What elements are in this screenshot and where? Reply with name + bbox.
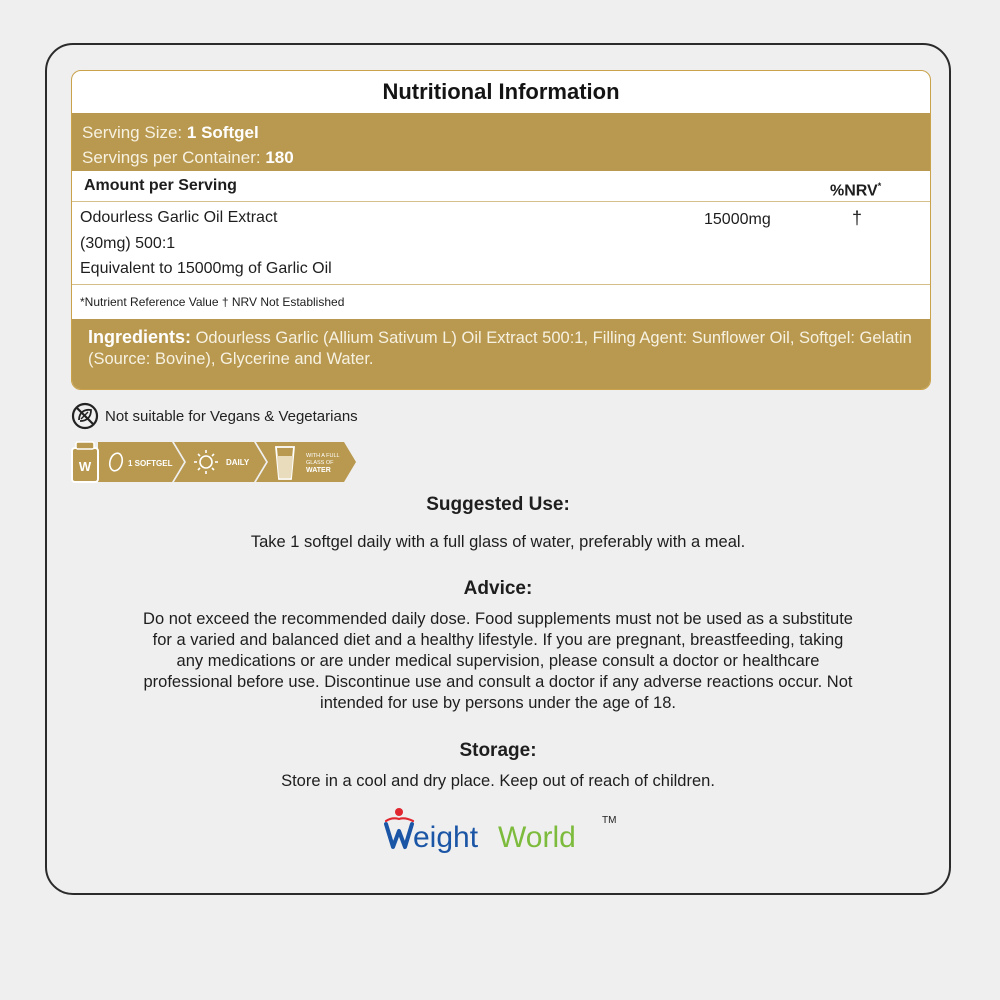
nrv-header: %NRV* [830, 181, 882, 200]
banner-step-daily: DAILY [226, 458, 250, 467]
nutrition-panel [71, 70, 931, 390]
nutrient-nrv: † [852, 208, 863, 228]
storage-heading: Storage: [459, 740, 537, 761]
vegan-note: Not suitable for Vegans & Vegetarians [105, 407, 358, 425]
suggested-use-heading: Suggested Use: [426, 494, 570, 515]
logo-figure-head [395, 808, 403, 816]
svg-text:eight: eight [413, 821, 479, 854]
panel-title: Nutritional Information [382, 79, 620, 104]
nutrient-amount: 15000mg [704, 211, 771, 228]
serving-info [72, 113, 930, 171]
serving-size: Serving Size: 1 Softgel [82, 123, 259, 142]
svg-text:World: World [498, 821, 576, 854]
advice-text: Do not exceed the recommended daily dose. Food supplements must not be used as a substitute for a varied and balanced diet and a healthy lifestyle. If you are pregnant, breastfeeding, taking any medications or are under medical supervision, please consult a doctor or healthcare professional before use. Discontinue use and consult a doctor if any adverse reactions occur. Not intended for use by persons under the age of 18. [143, 610, 853, 712]
banner-step-softgel: 1 SOFTGEL [128, 459, 173, 468]
storage-text: Store in a cool and dry place. Keep out of reach of children. [281, 772, 715, 790]
banner-step-water-line3: WATER [306, 467, 331, 474]
weightworld-logo [383, 805, 623, 855]
not-vegan-icon [71, 402, 99, 430]
suggested-use-text: Take 1 softgel daily with a full glass of water, preferably with a meal. [250, 533, 746, 551]
ingredients-text: Odourless Garlic (Allium Sativum L) Oil Extract 500:1, Filling Agent: Sunflower Oil, Softgel: Gelatin (Source: Bovine), Glycerine and Water. [88, 329, 912, 368]
nutrient-row [72, 202, 930, 285]
ingredients-label: Ingredients: [88, 327, 192, 347]
banner-step-water-line2: GLASS OF [306, 460, 334, 466]
nutrient-name: Odourless Garlic Oil Extract (30mg) 500:1 Equivalent to 15000mg of Garlic Oil [80, 209, 332, 277]
nrv-footnote: *Nutrient Reference Value † NRV Not Established [80, 295, 345, 309]
dosage-banner [68, 438, 360, 486]
svg-text:TM: TM [602, 815, 617, 826]
ingredients [72, 319, 930, 390]
vegan-warning [71, 401, 358, 431]
amount-header: Amount per Serving [84, 177, 237, 194]
banner-step-water-line1: WITH A FULL [306, 453, 340, 459]
bottle-icon [72, 442, 98, 482]
advice-heading: Advice: [463, 578, 533, 599]
svg-text:W: W [78, 459, 92, 474]
amount-header-row [72, 171, 930, 202]
servings-per-container: Servings per Container: 180 [82, 148, 294, 167]
